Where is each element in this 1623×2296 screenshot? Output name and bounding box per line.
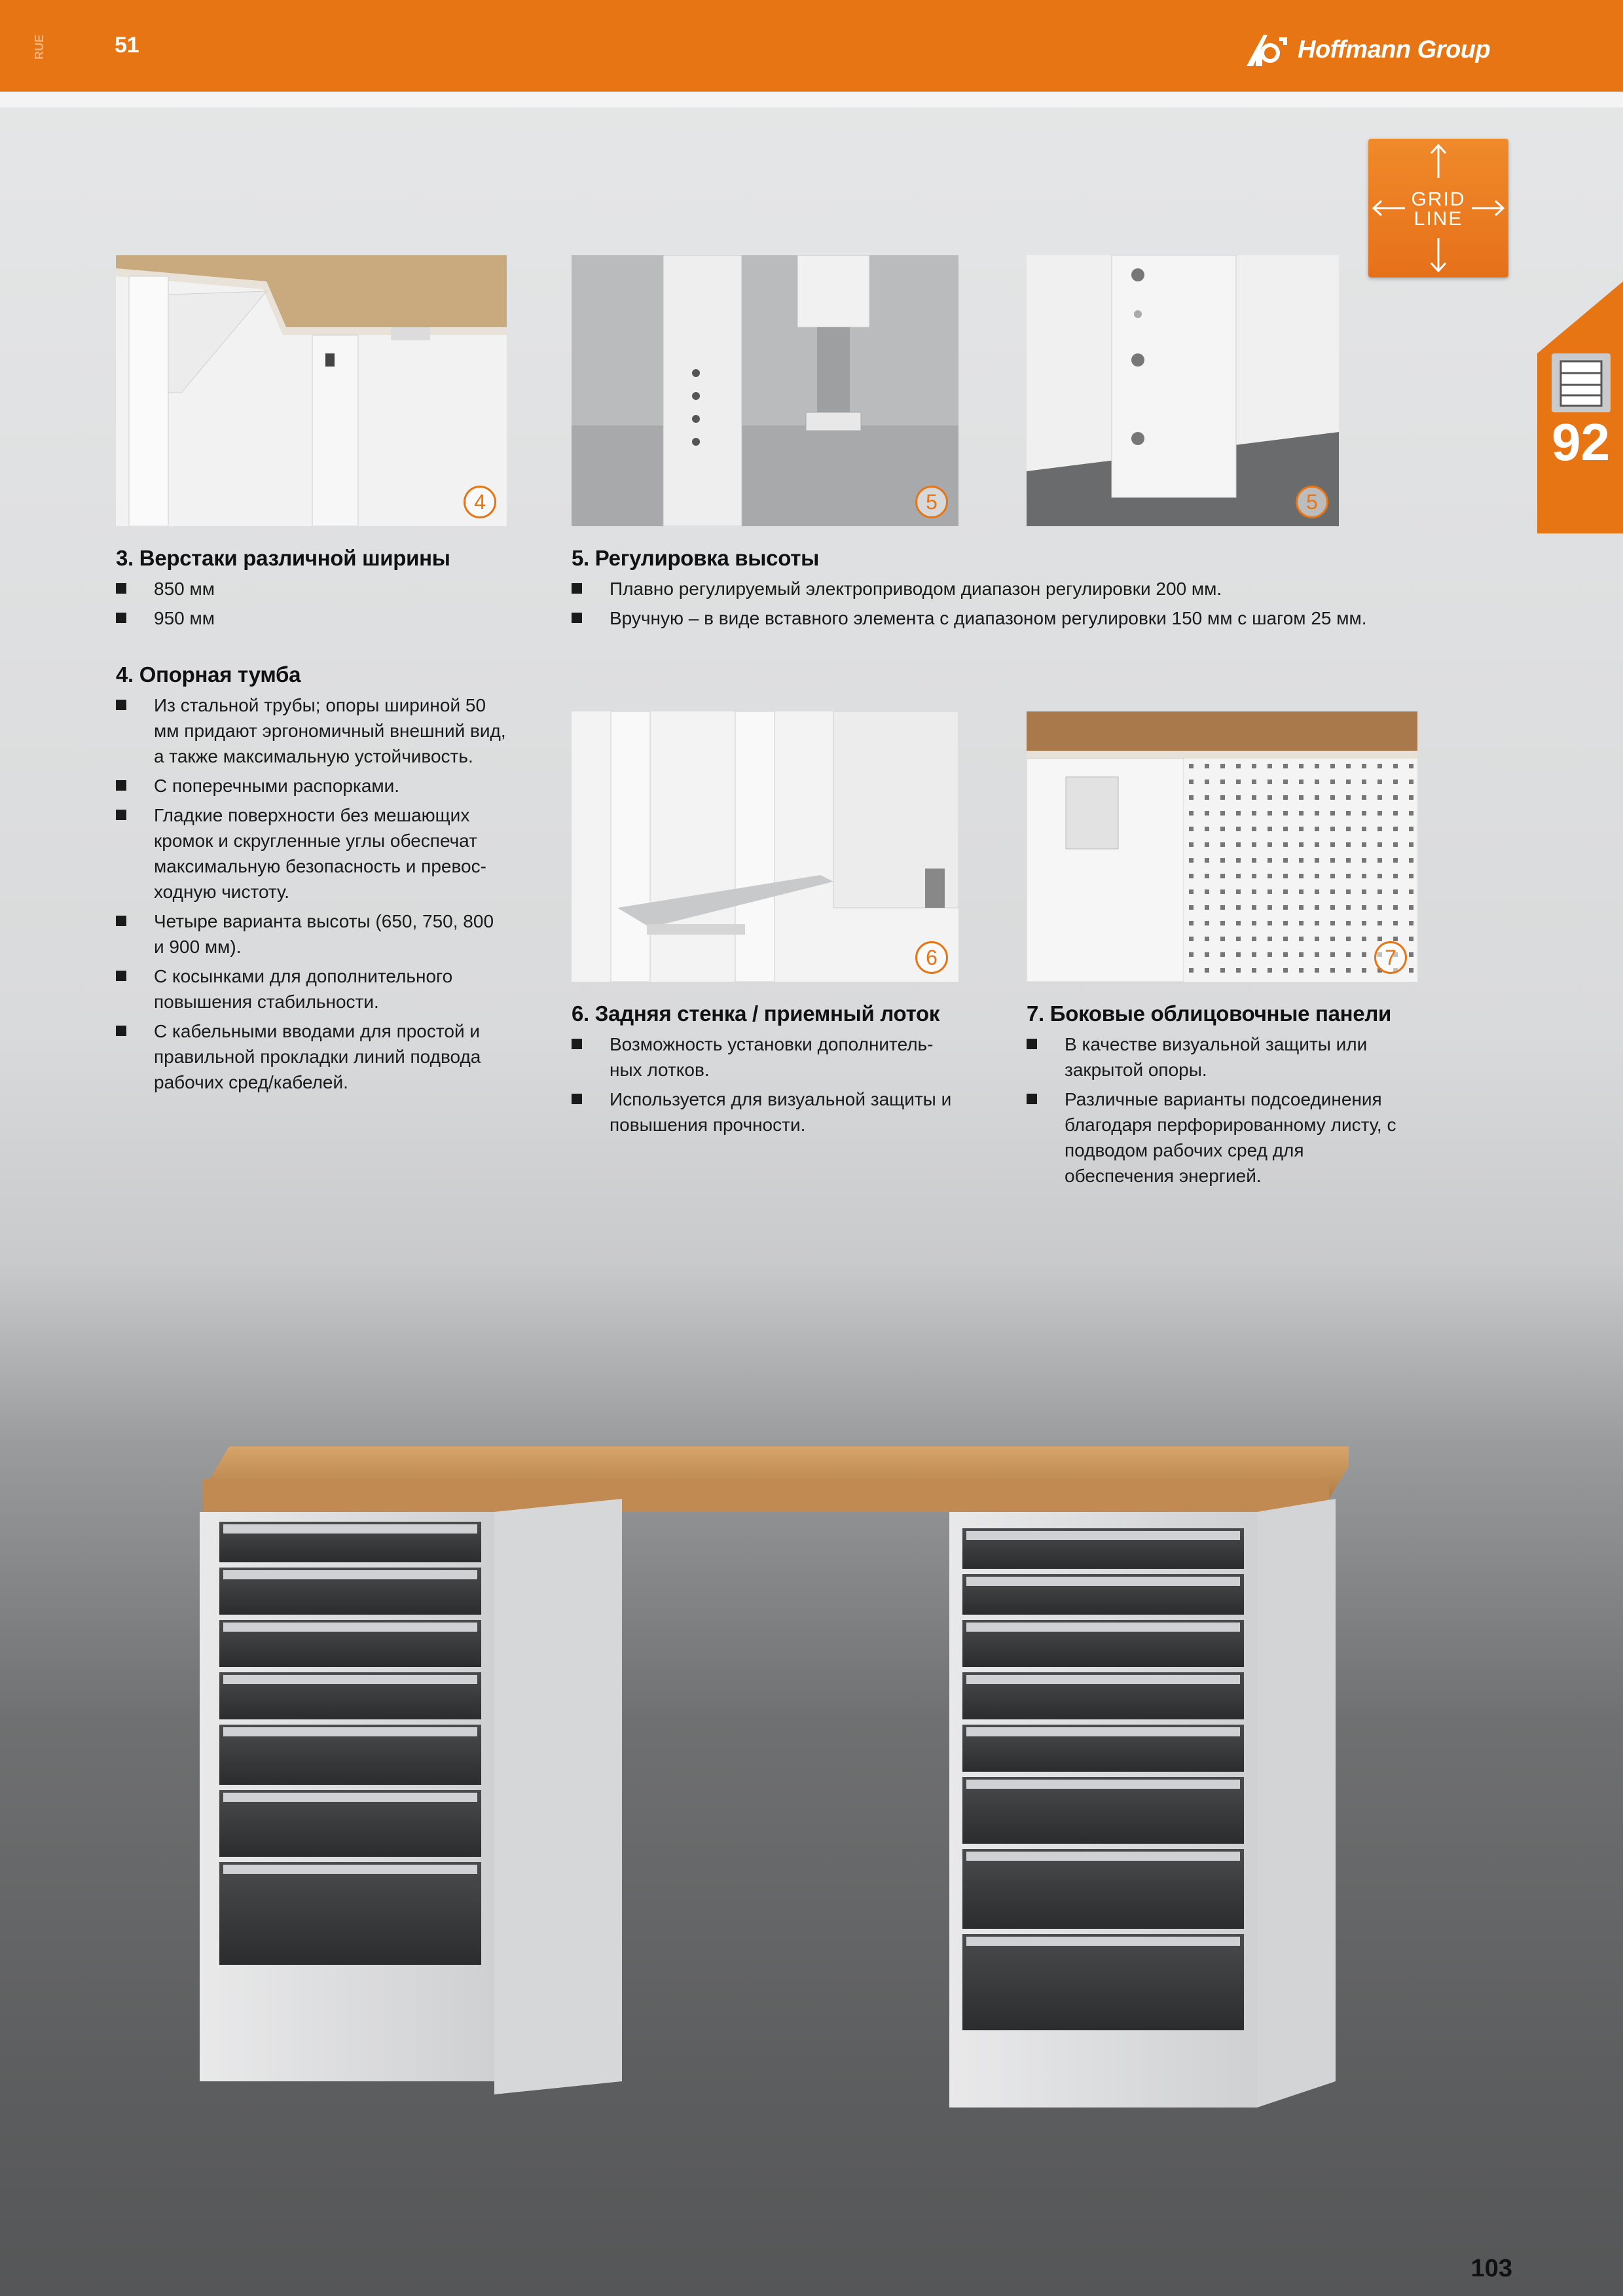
gridline-badge xyxy=(1368,139,1508,278)
chapter-tab-number: 92 xyxy=(1552,413,1610,471)
section-4-item: Четыре варианта высоты (650, 750, 800 и 900 мм). xyxy=(116,908,509,960)
section-4-item: Гладкие поверхности без мешающих кромок и скругленные углы обеспечат максимальную безопасность и превосходную чистоту. xyxy=(116,802,509,905)
section-6-list xyxy=(572,1031,958,1141)
photo-marker-5a: 5 xyxy=(915,486,948,518)
photo-height-adjust-manual xyxy=(1027,255,1339,526)
gridline-label xyxy=(1368,190,1508,229)
drawer-handle xyxy=(223,1524,477,1534)
drawer-handle xyxy=(966,1727,1240,1736)
drawer-handle xyxy=(966,1852,1240,1861)
section-5-title: 5. Регулировка высоты xyxy=(572,546,819,570)
drawer-handle xyxy=(223,1570,477,1579)
section-5-list xyxy=(572,576,1423,635)
section-4-title: 4. Опорная тумба xyxy=(116,662,301,687)
language-code: RUE xyxy=(33,35,46,60)
section-3-item: 950 мм xyxy=(116,605,509,631)
header-divider xyxy=(0,92,1623,107)
gridline-label-line1: GRID xyxy=(1411,188,1466,210)
photo-marker-4: 4 xyxy=(464,486,496,518)
drawer-handle xyxy=(223,1727,477,1736)
drawer-handle xyxy=(966,1577,1240,1586)
photo-height-adjust-electric xyxy=(572,255,958,526)
section-7-item: Различные варианты подсоединения благодаря перфорированному листу, с подводом рабочих сред для обеспечения энергией. xyxy=(1027,1086,1413,1189)
section-7-list xyxy=(1027,1031,1413,1193)
drawer-handle xyxy=(966,1780,1240,1789)
brand-name: Hoffmann Group xyxy=(1298,35,1491,63)
photo-back-panel-tray xyxy=(572,711,958,982)
drawer-handle xyxy=(966,1531,1240,1540)
photo-marker-7: 7 xyxy=(1374,941,1407,974)
section-6-item: Возможность установки дополнительных лотков. xyxy=(572,1031,958,1083)
hoffmann-logo-icon xyxy=(1244,31,1291,69)
workbench-product-image xyxy=(190,1427,1368,2160)
gridline-label-line2: LINE xyxy=(1413,208,1463,230)
drawer-handle xyxy=(966,1937,1240,1946)
drawer-front xyxy=(962,1934,1244,2030)
photo-side-panels xyxy=(1027,711,1417,982)
drawer-handle xyxy=(223,1623,477,1632)
page-number: 103 xyxy=(1470,2255,1512,2282)
section-3-item: 850 мм xyxy=(116,576,509,601)
section-4-item: С косынками для дополнительного повышения стабильности. xyxy=(116,963,509,1014)
section-6-item: Используется для визуальной защиты и повышения прочности. xyxy=(572,1086,958,1138)
section-4-list xyxy=(116,692,509,1099)
section-6-title: 6. Задняя стенка / приемный лоток xyxy=(572,1001,940,1026)
drawer-handle xyxy=(966,1623,1240,1632)
section-7-item: В качестве визуальной защиты или закрытой опоры. xyxy=(1027,1031,1413,1083)
drawer-handle xyxy=(223,1793,477,1802)
photo-workbench-width xyxy=(116,255,507,526)
brand-logo[interactable] xyxy=(1244,30,1490,69)
section-4-item: С поперечными распорками. xyxy=(116,773,509,798)
section-4-item: Из стальной трубы; опоры шириной 50 мм придают эргономичный внешний вид, а также максимальную устойчивость. xyxy=(116,692,509,769)
drawer-front xyxy=(962,1849,1244,1929)
drawer-front xyxy=(219,1862,481,1965)
section-4-item: С кабельными вводами для простой и правильной прокладки линий подвода рабочих сред/кабелей. xyxy=(116,1018,509,1095)
photo-marker-5b: 5 xyxy=(1296,486,1328,518)
section-5-item: Вручную – в виде вставного элемента с диапазоном регулировки 150 мм с шагом 25 мм. xyxy=(572,605,1423,631)
section-5-item: Плавно регулируемый электроприводом диапазон регулировки 200 мм. xyxy=(572,576,1423,601)
section-3-list xyxy=(116,576,509,635)
section-3-title: 3. Верстаки различной ширины xyxy=(116,546,450,570)
drawer-cabinet-icon xyxy=(1552,353,1611,412)
section-7-title: 7. Боковые облицовочные панели xyxy=(1027,1001,1392,1026)
photo-marker-6: 6 xyxy=(915,941,948,974)
chapter-number: 51 xyxy=(115,33,139,58)
drawer-handle xyxy=(966,1675,1240,1684)
drawer-handle xyxy=(223,1865,477,1874)
drawer-handle xyxy=(223,1675,477,1684)
